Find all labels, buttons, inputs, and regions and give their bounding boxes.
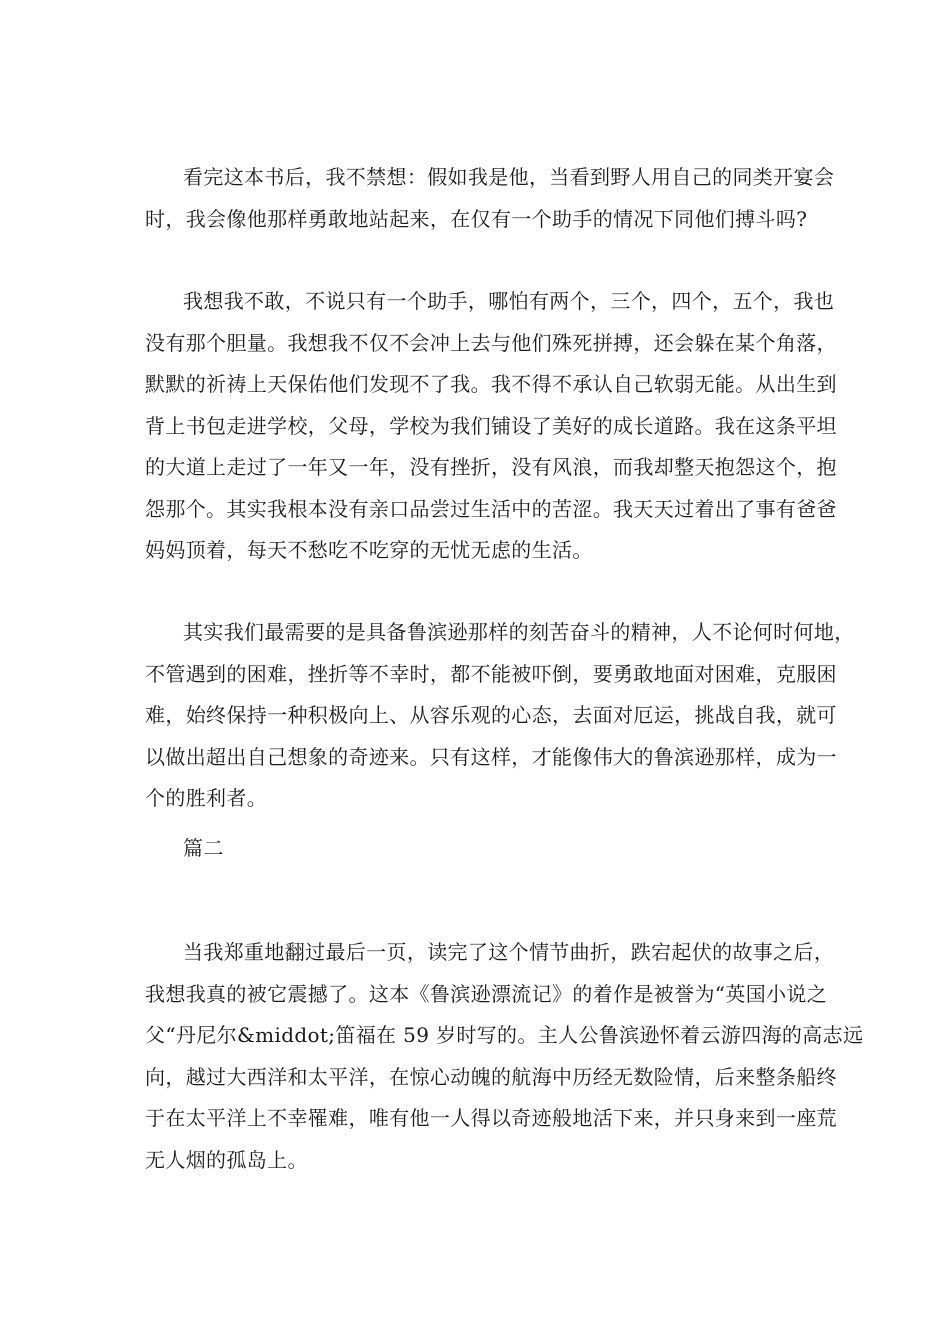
text-line: 以做出超出自己想象的奇迹来。只有这样，才能像伟大的鲁滨逊那样，成为一: [145, 744, 837, 769]
text-line: 默默的祈祷上天保佑他们发现不了我。我不得不承认自己软弱无能。从出生到: [145, 372, 837, 396]
text-line: 我想我真的被它震撼了。这本《鲁滨逊漂流记》的着作是被誉为“英国小说之: [145, 981, 828, 1006]
paragraph-1: [145, 157, 835, 240]
text-line: 不管遇到的困难，挫折等不幸时，都不能被吓倒，要勇敢地面对困难，克服困: [145, 661, 837, 686]
text-line: 看完这本书后，我不禁想：假如我是他，当看到野人用自己的同类开宴会: [183, 165, 835, 189]
text-line: 没有那个胆量。我想我不仅不会冲上去与他们殊死拼搏，还会躲在某个角落，: [145, 330, 837, 355]
text-line: 个的胜利者。: [145, 786, 268, 810]
text-line: 父“丹尼尔&middot;笛福在 59 岁时写的。主人公鲁滨逊怀着云游四海的高志远: [145, 1023, 864, 1047]
text-line: 怨那个。其实我根本没有亲口品尝过生活中的苦涩。我天天过着出了事有爸爸: [145, 496, 837, 521]
text-line: 的大道上走过了一年又一年，没有挫折，没有风浪，而我却整天抱怨这个，抱: [145, 455, 837, 479]
paragraph-5: [145, 932, 864, 1181]
text-line: 背上书包走进学校，父母，学校为我们铺设了美好的成长道路。我在这条平坦: [145, 413, 837, 438]
text-line: 难，始终保持一种积极向上、从容乐观的心态，去面对厄运，挑战自我，就可: [145, 703, 837, 727]
text-line: 妈妈顶着，每天不愁吃不吃穿的无忧无虑的生活。: [145, 538, 593, 562]
text-line: 无人烟的孤岛上。: [145, 1147, 308, 1172]
text-line: 向，越过大西洋和太平洋，在惊心动魄的航海中历经无数险情，后来整条船终: [145, 1064, 837, 1089]
section-heading-text: 篇二: [183, 836, 224, 860]
paragraph-3: [145, 612, 855, 820]
text-line: 于在太平洋上不幸罹难，唯有他一人得以奇迹般地活下来，并只身来到一座荒: [145, 1106, 837, 1130]
text-line: 当我郑重地翻过最后一页，读完了这个情节曲折，跌宕起伏的故事之后，: [183, 940, 835, 964]
section-heading: [145, 828, 815, 870]
text-line: 我想我不敢，不说只有一个助手，哪怕有两个，三个，四个，五个，我也: [183, 289, 835, 313]
paragraph-2: [145, 281, 837, 572]
text-line: 其实我们最需要的是具备鲁滨逊那样的刻苦奋斗的精神，人不论何时何地，: [183, 620, 855, 644]
text-line: 时，我会像他那样勇敢地站起来，在仅有一个助手的情况下同他们搏斗吗?: [145, 206, 808, 231]
